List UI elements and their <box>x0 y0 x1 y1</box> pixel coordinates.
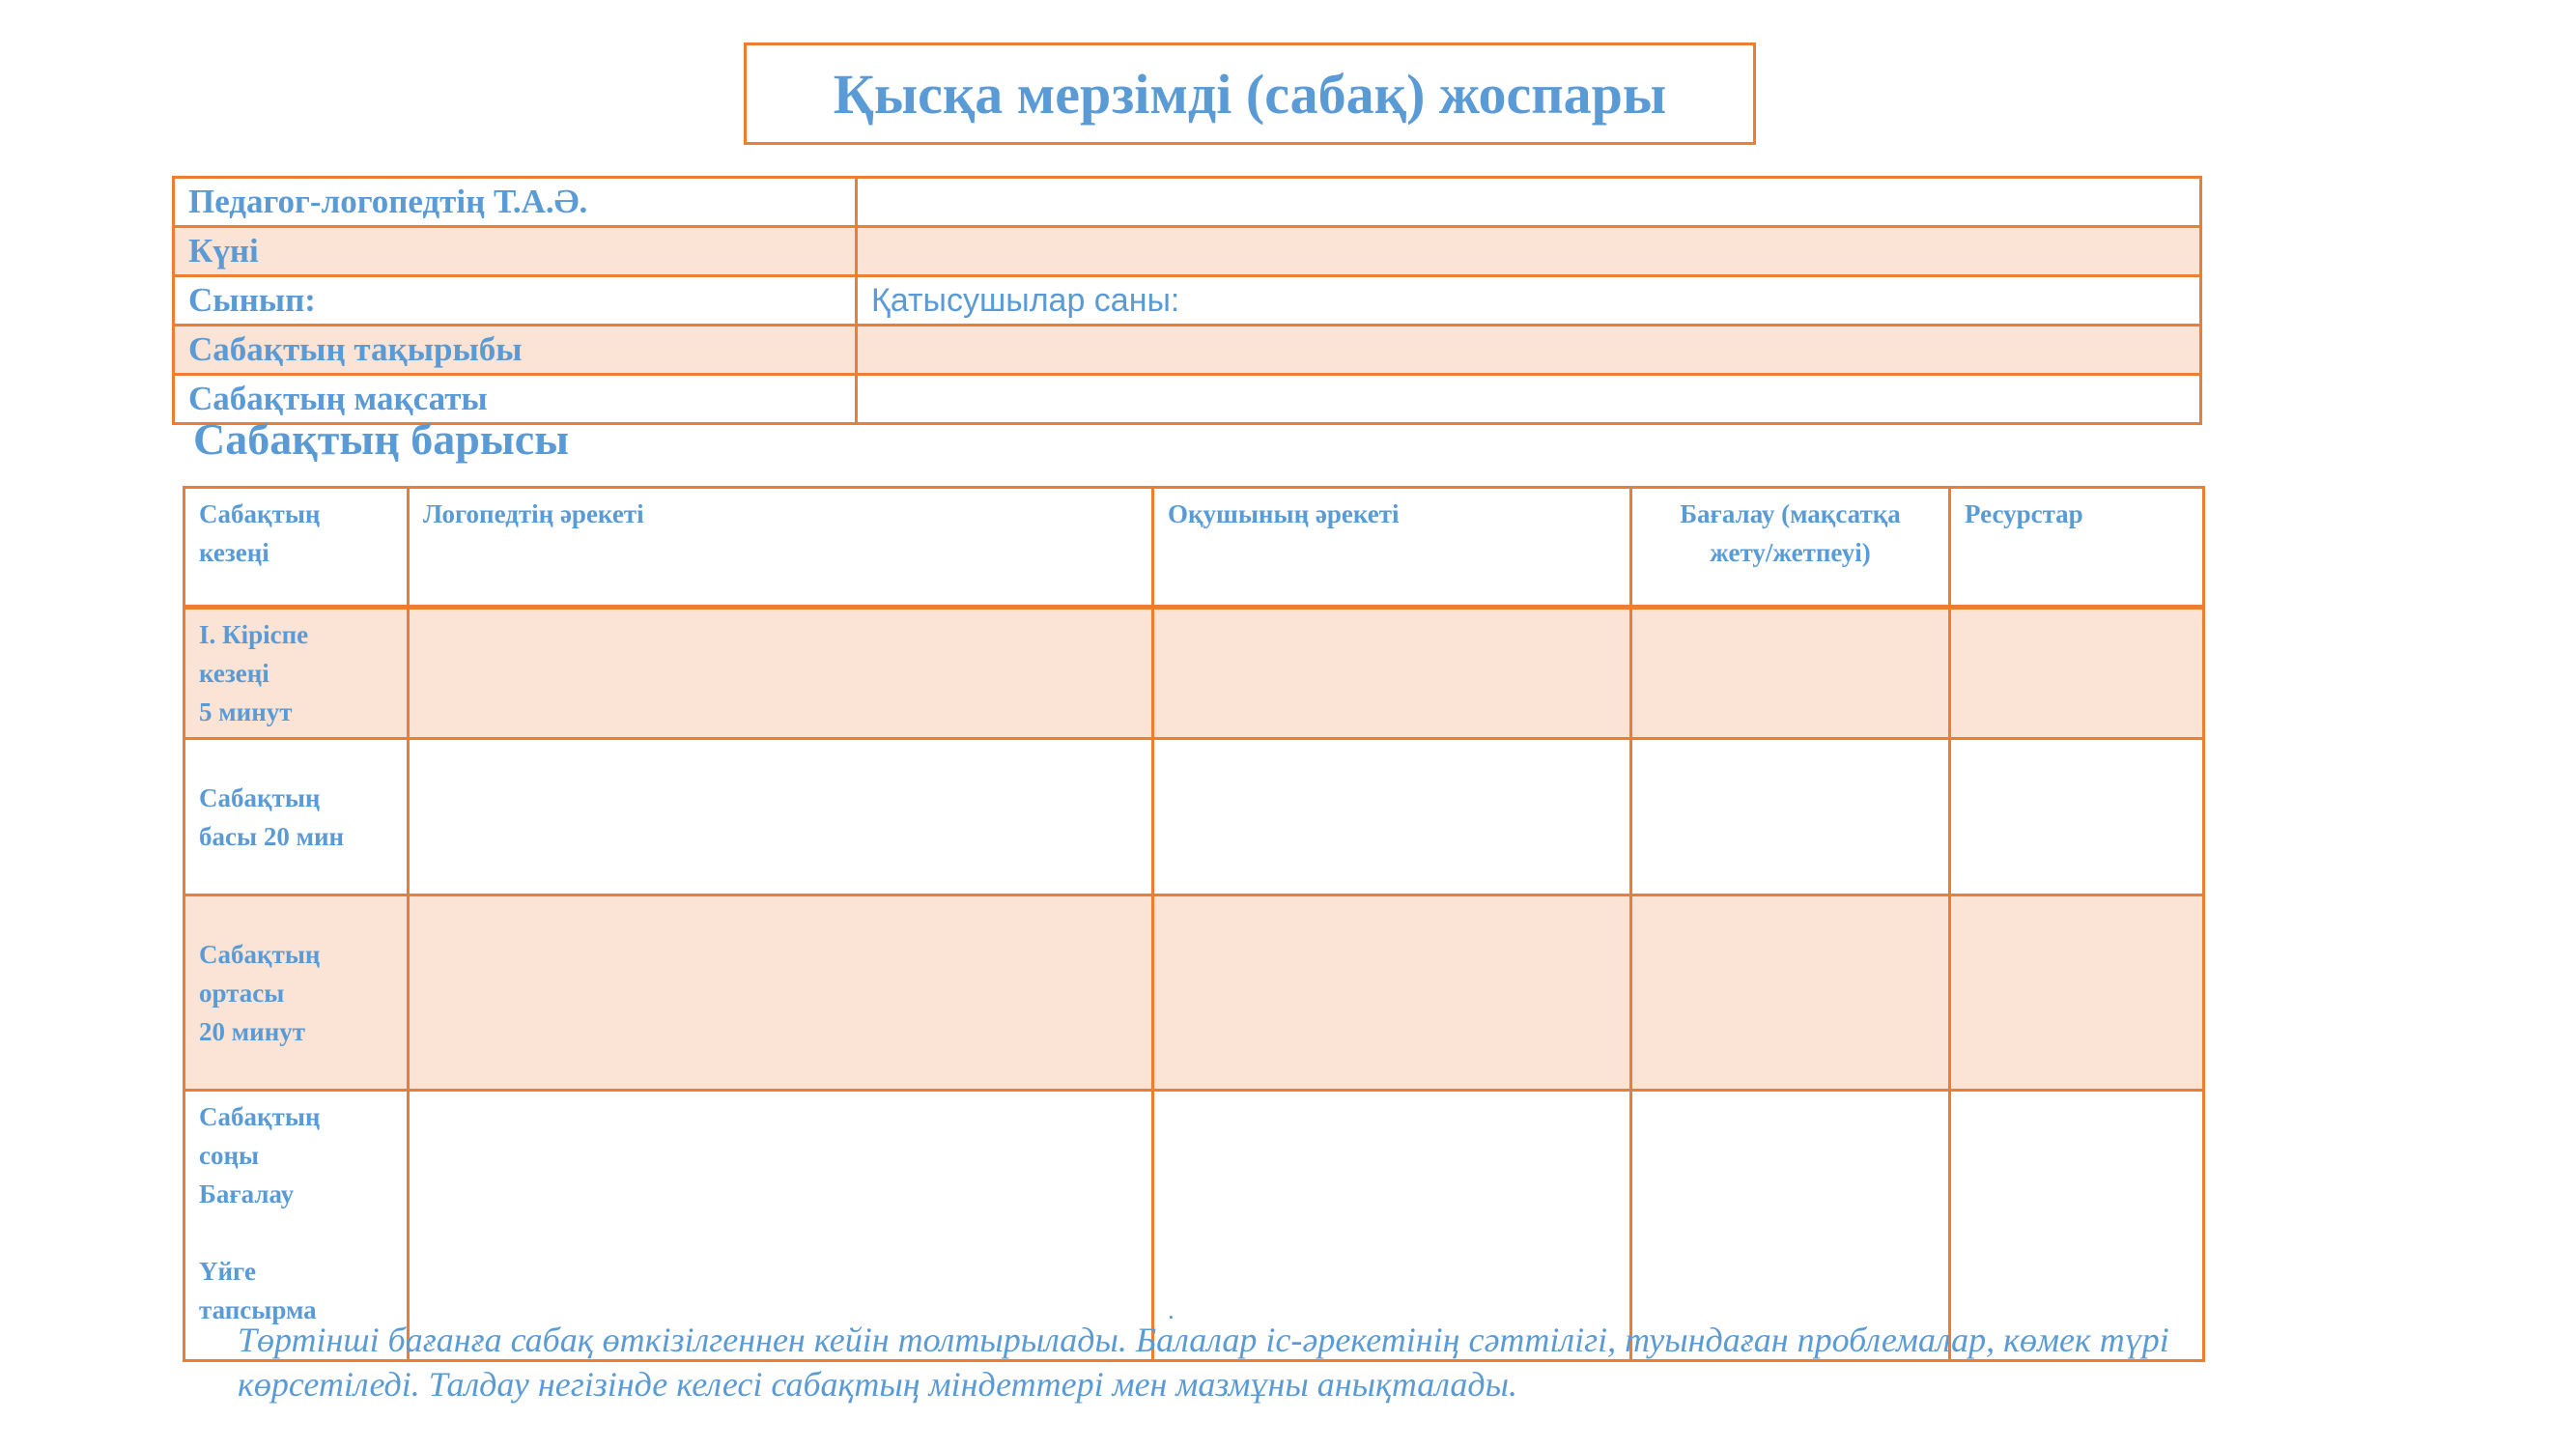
stage-label-middle: Сабақтың ортасы 20 минут <box>184 895 409 1091</box>
header-assessment: Бағалау (мақсатқа жету/жетпеуі) <box>1631 488 1950 608</box>
footnote: Төртінші бағанға сабақ өткізілгеннен кейін толтырылады. Балалар іс-әрекетінің сәттілігі, туындаған проблемалар, көмек түрі көрсетіледі. Талдау негізінде келесі сабақтың міндеттері мен мазмұны анықталады. <box>238 1321 2169 1404</box>
info-value-teacher[interactable] <box>857 178 2201 227</box>
cell-resources-start[interactable] <box>1950 739 2204 895</box>
header-stage: Сабақтың кезеңі <box>184 488 409 608</box>
cell-assessment-middle[interactable] <box>1631 895 1950 1091</box>
page-title: Қысқа мерзімді (сабақ) жоспары <box>744 43 1756 145</box>
cell-student-intro[interactable] <box>1153 608 1631 739</box>
header-resources: Ресурстар <box>1950 488 2204 608</box>
info-value-topic[interactable] <box>857 326 2201 375</box>
cell-assessment-intro[interactable] <box>1631 608 1950 739</box>
lesson-plan-table <box>183 486 2205 1362</box>
cell-resources-intro[interactable] <box>1950 608 2204 739</box>
info-row <box>174 227 2201 276</box>
header-student-action: Оқушының әрекеті <box>1153 488 1631 608</box>
cell-teacher-middle[interactable] <box>409 895 1153 1091</box>
info-row <box>174 276 2201 326</box>
info-label-teacher: Педагог-логопедтің Т.А.Ә. <box>174 178 857 227</box>
info-label-goal: Сабақтың мақсаты <box>174 375 857 424</box>
cell-student-middle[interactable] <box>1153 895 1631 1091</box>
cell-resources-middle[interactable] <box>1950 895 2204 1091</box>
header-teacher-action: Логопедтің әрекеті <box>409 488 1153 608</box>
stage-label-start: Сабақтың басы 20 мин <box>184 739 409 895</box>
dot-mark: . <box>1168 1295 1175 1324</box>
info-label-topic: Сабақтың тақырыбы <box>174 326 857 375</box>
plan-row-intro <box>184 608 2204 739</box>
cell-student-start[interactable] <box>1153 739 1631 895</box>
info-value-goal[interactable] <box>857 375 2201 424</box>
stage-label-intro: І. Кіріспе кезеңі 5 минут <box>184 608 409 739</box>
info-value-participants[interactable]: Қатысушылар саны: <box>857 276 2201 326</box>
lesson-info-table <box>172 176 2202 425</box>
plan-row-start <box>184 739 2204 895</box>
plan-row-middle <box>184 895 2204 1091</box>
info-row <box>174 178 2201 227</box>
plan-header-row <box>184 488 2204 608</box>
info-label-date: Күні <box>174 227 857 276</box>
stage-label-end: Сабақтың соңы Бағалау Үйге тапсырма <box>184 1091 409 1361</box>
info-row <box>174 326 2201 375</box>
cell-assessment-start[interactable] <box>1631 739 1950 895</box>
info-value-date[interactable] <box>857 227 2201 276</box>
info-label-class: Сынып: <box>174 276 857 326</box>
section-heading: Сабақтың барысы <box>193 414 570 464</box>
cell-teacher-start[interactable] <box>409 739 1153 895</box>
cell-teacher-intro[interactable] <box>409 608 1153 739</box>
